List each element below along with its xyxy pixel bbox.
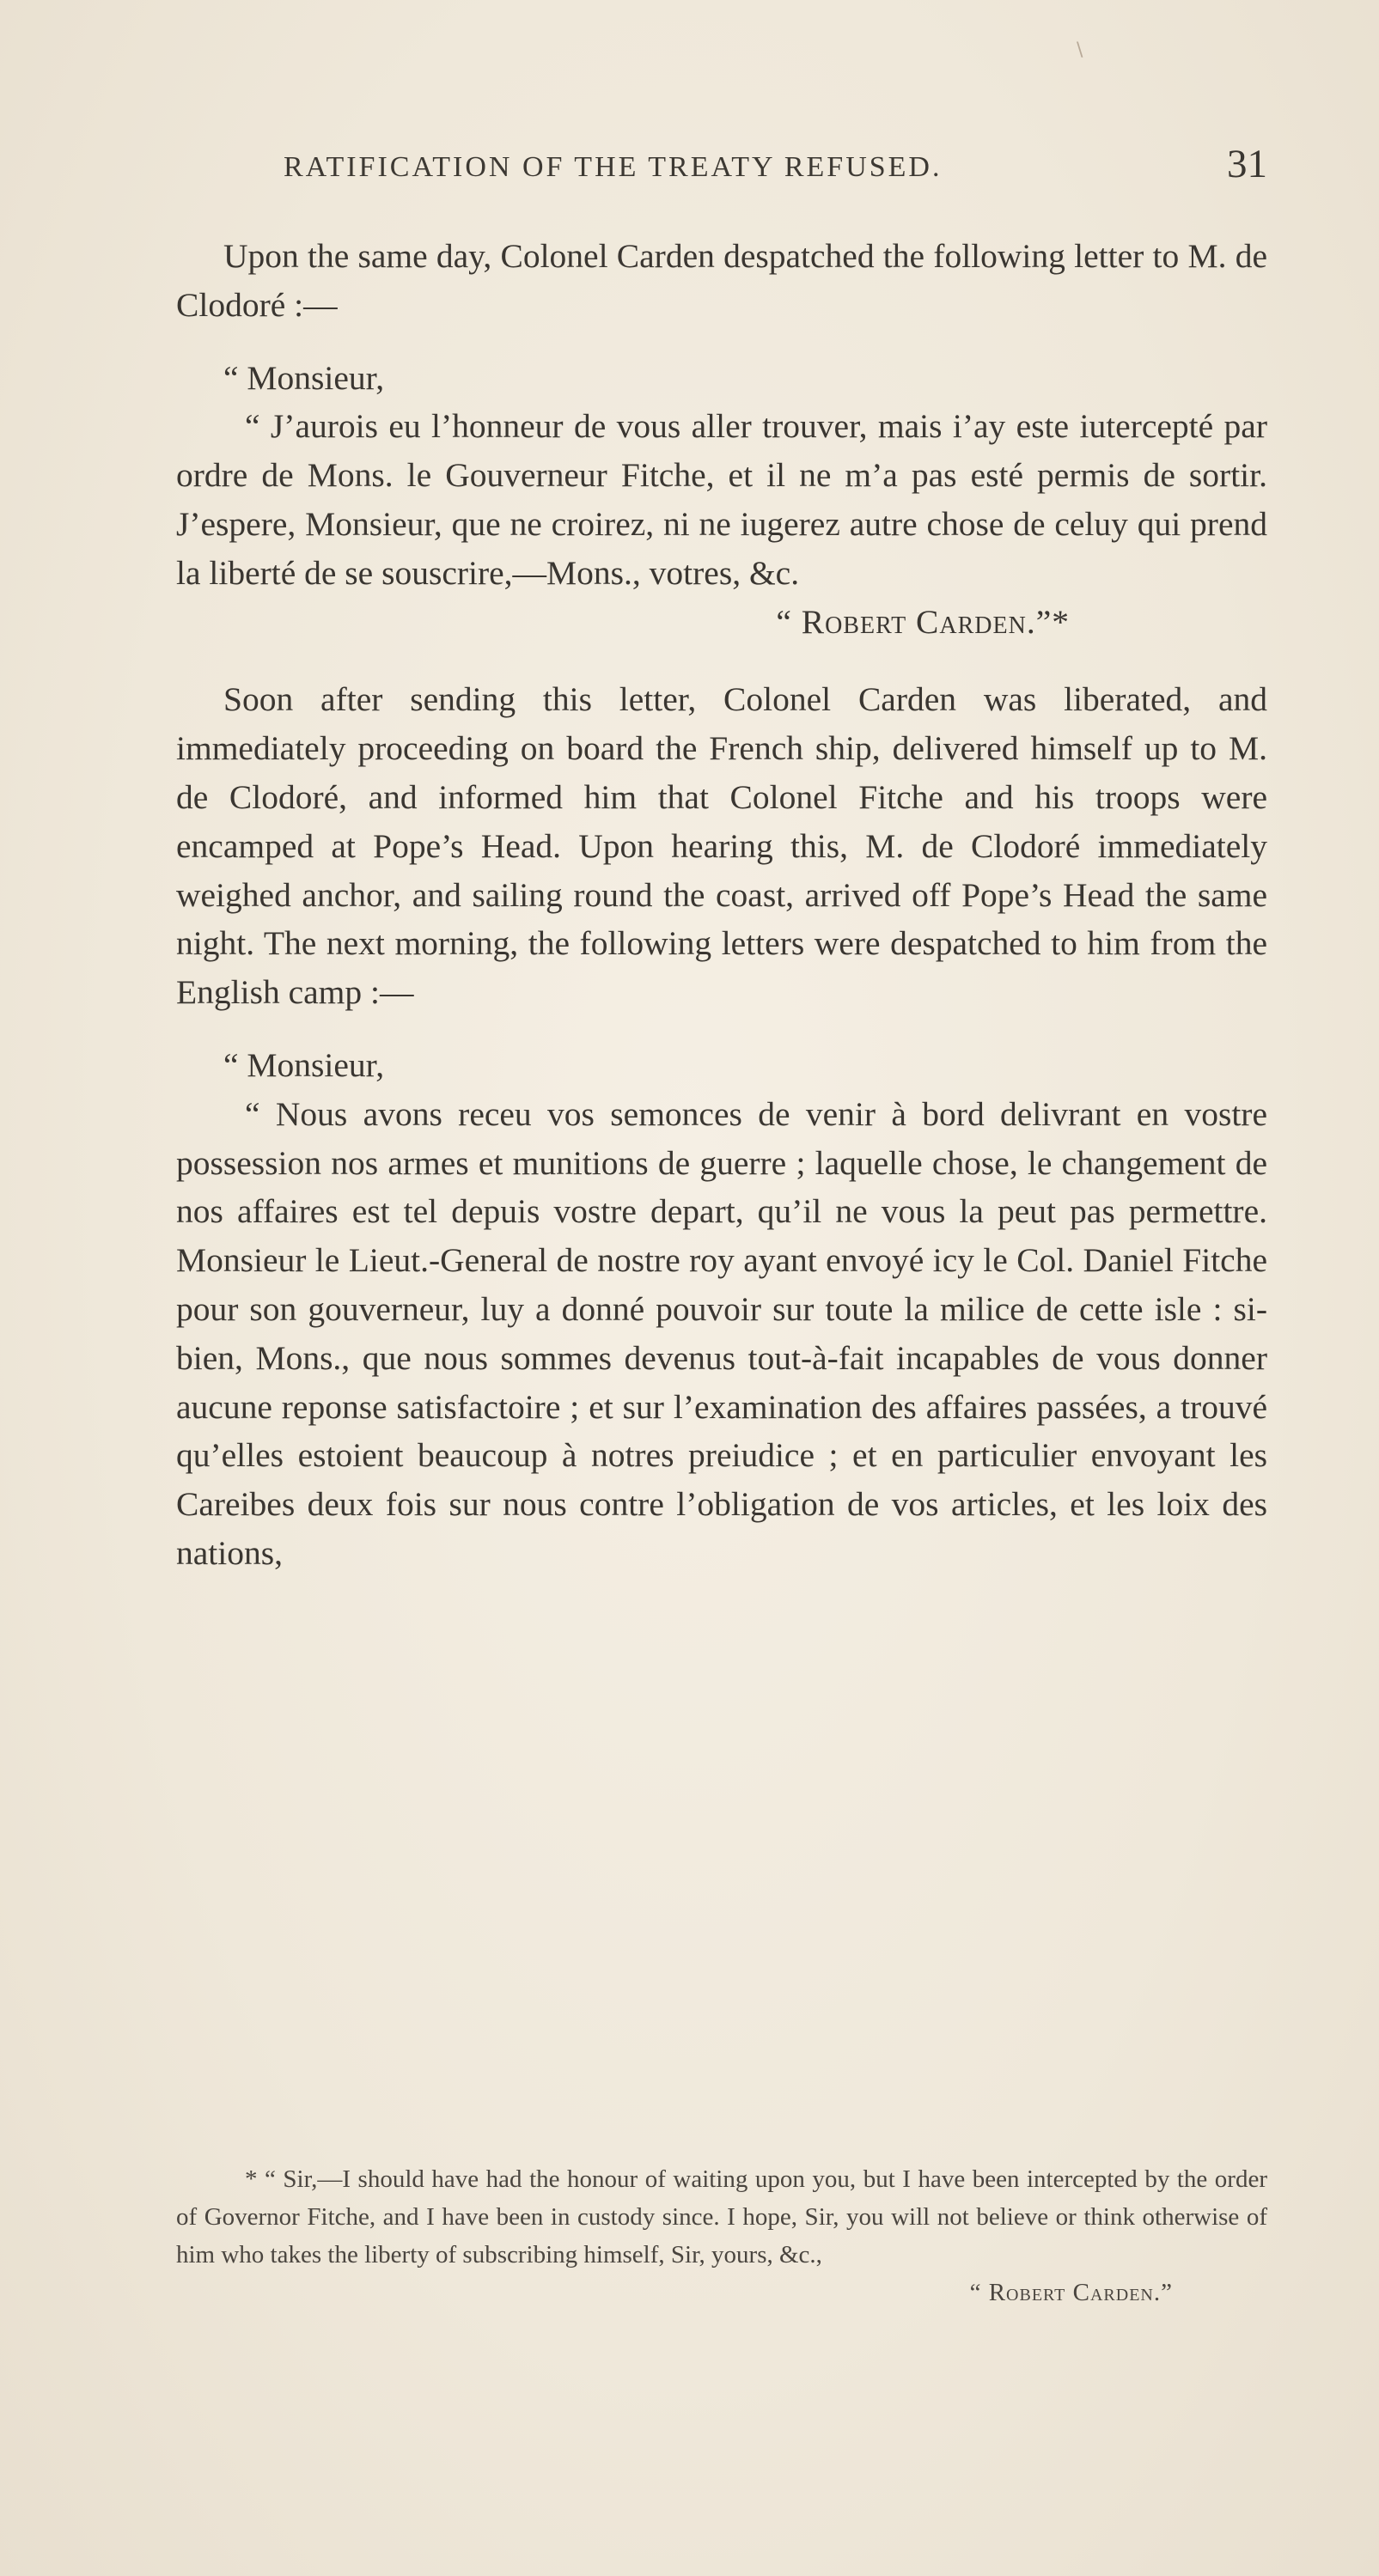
- letter1-salutation: “ Monsieur,: [223, 358, 385, 397]
- paragraph-narrative: Soon after sending this letter, Colonel Carden was liberated, and immediately proceeding on board the French ship, delivered himself up to M. de Clodoré, and informed him that Colonel Fitche and his troops were encamped at Pope’s Head. Upon hearing this, M. de Clodoré immediately weighed anchor, and sailing round the coast, arrived off Pope’s Head the same night. The next morning, the following letters were despatched to him from the English camp :—: [176, 680, 1267, 1012]
- chapter-title: RATIFICATION OF THE TREATY REFUSED.: [284, 151, 943, 183]
- letter2-salutation: “ Monsieur,: [223, 1045, 385, 1084]
- letter2-body: “ Nous avons receu vos semonces de venir à bord delivrant en vostre possession nos armes et munitions de guerre ; laquelle chose, le changement de nos affaires est tel depuis vostre depart, qu’il ne vous la peut pas permettre. Monsieur le Lieut.-General de nostre roy ayant envoyé icy le Col. Daniel Fitche pour son gouverneur, luy a donné pouvoir sur toute la milice de cette isle : si-bien, Mons., que nous sommes devenus tout-à-fait incapables de vous donner aucune reponse satisfactoire ; et sur l’examination des affaires passées, a trouvé qu’elles estoient beaucoup à notres preiudice ; et en particulier envoyant les Careibes deux fois sur nous contre l’obligation de vos articles, et les loix des nations,: [176, 1094, 1267, 1572]
- running-header: [176, 142, 1267, 198]
- letter1-signature: “ Robert Carden.”*: [776, 602, 1070, 641]
- footnote-text: * “ Sir,—I should have had the honour of waiting upon you, but I have been intercepted by the order of Governor Fitche, and I have been in custody since. I hope, Sir, you will not believe or think otherwise of him who takes the liberty of subscribing himself, Sir, yours, &c.,: [176, 2165, 1267, 2268]
- main-text: [176, 232, 1267, 1578]
- footnote-signature: “ Robert Carden.”: [969, 2279, 1173, 2306]
- footnote: [176, 2160, 1267, 2311]
- paragraph-intro: Upon the same day, Colonel Carden despatched the following letter to M. de Clodoré :—: [176, 237, 1267, 324]
- stray-mark: \: [1077, 40, 1083, 61]
- page-number: 31: [1227, 142, 1267, 186]
- letter1-body: “ J’aurois eu l’honneur de vous aller trouver, mais i’ay este iutercepté par ordre de Mons. le Gouverneur Fitche, et il ne m’a pas esté permis de sortir. J’espere, Monsieur, que ne croirez, ni ne iugerez autre chose de celuy qui prend la liberté de se souscrire,—Mons., votres, &c.: [176, 407, 1267, 592]
